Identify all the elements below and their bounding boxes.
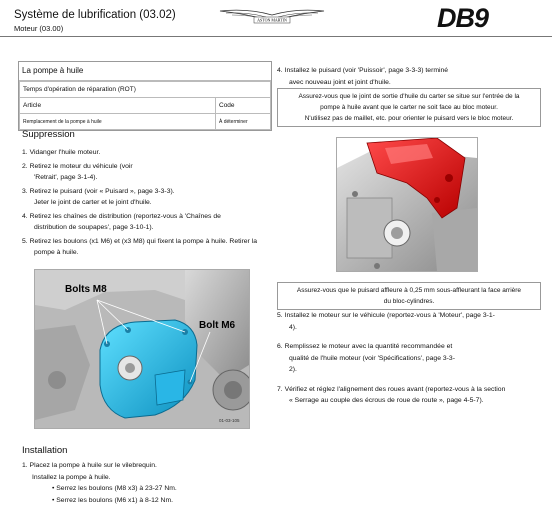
- rot-label: Temps d'opération de réparation (ROT): [20, 82, 271, 98]
- intro-title: La pompe à huile: [19, 62, 271, 81]
- install-step-7: 7. Vérifiez et réglez l'alignement des roues avant (reportez-vous à la section « Serrage au couple des écrous de roue de route », page 4-5-7).: [277, 385, 506, 404]
- install-step-5: 5. Installez le moteur sur le véhicule (reportez-vous à 'Moteur', page 3-1- 4).: [277, 312, 495, 331]
- col-code: Code: [216, 98, 271, 114]
- bullet-m8: • Serrez les boulons (M8 x3) à 23-27 Nm.: [52, 485, 177, 492]
- step-4: 4. Retirez les chaînes de distribution (reportez-vous à 'Chaînes de distribution de soupapes', page 3-10-1).: [22, 212, 221, 231]
- install-step-4: 4. Installez le puisard (voir 'Puissoir', page 3-3-3) terminé avec nouveau joint et joint d'huile.: [277, 67, 449, 86]
- brand-logo-text: ASTON MARTIN: [257, 17, 287, 23]
- row-article: Remplacement de la pompe à huile: [20, 114, 216, 130]
- rot-table: [19, 81, 271, 130]
- step-3: 3. Retirez le puisard (voir « Puisard », page 3-3-3). Jeter le joint de carter et le joint d'huile.: [22, 187, 175, 206]
- installation-heading: Installation: [22, 445, 68, 456]
- install-step-1: 1. Placez la pompe à huile sur le vilebrequin.: [22, 462, 157, 469]
- right-steps: [277, 310, 539, 407]
- removal-steps: [22, 147, 272, 259]
- header-divider: [0, 36, 552, 37]
- note-sump-flush: Assurez-vous que le puisard affleure à 0,25 mm sous-affleurant la face arrière du bloc-cylindres.: [277, 282, 541, 310]
- model-name: DB9: [437, 3, 489, 33]
- sump-figure: [336, 137, 478, 272]
- bullet-m6: • Serrez les boulons (M6 x1) à 8-12 Nm.: [52, 496, 173, 504]
- installation-steps: [22, 460, 272, 506]
- page-subtitle: Moteur (03.00): [14, 24, 64, 33]
- page-title: Système de lubrification (03.02): [14, 9, 176, 21]
- install-step-1b: Installez la pompe à huile.: [32, 473, 111, 481]
- removal-heading: Suppression: [22, 129, 75, 140]
- note-sump-seal: Assurez-vous que le joint de sortie d'huile du carter se situe sur l'entrée de la pompe à huile avant que le carter ne soit face au bloc moteur. N'utilisez pas de maillet, etc. pour orienter le puisard vers le bloc moteur.: [277, 88, 541, 127]
- intro-box: [18, 61, 272, 131]
- oil-pump-figure: [34, 269, 250, 429]
- brand-logo: [218, 5, 326, 27]
- label-bolt-m6: Bolt M6: [199, 320, 236, 331]
- step-5: 5. Retirez les boulons (x1 M6) et (x3 M8) qui fixent la pompe à huile. Retirer la pompe à huile.: [22, 237, 257, 256]
- row-code: À déterminer: [216, 114, 271, 130]
- step-1: 1. Vidanger l'huile moteur.: [22, 149, 101, 156]
- col-article: Article: [20, 98, 216, 114]
- figure-ref: 01-03-105: [219, 418, 240, 423]
- step-2: 2. Retirez le moteur du véhicule (voir 'Retrait', page 3-1-4).: [22, 162, 133, 181]
- label-bolts-m8: Bolts M8: [65, 284, 107, 295]
- install-step-6: 6. Remplissez le moteur avec la quantité recommandée et qualité de l'huile moteur (voir 'Spécifications', page 3-3- 2).: [277, 343, 455, 373]
